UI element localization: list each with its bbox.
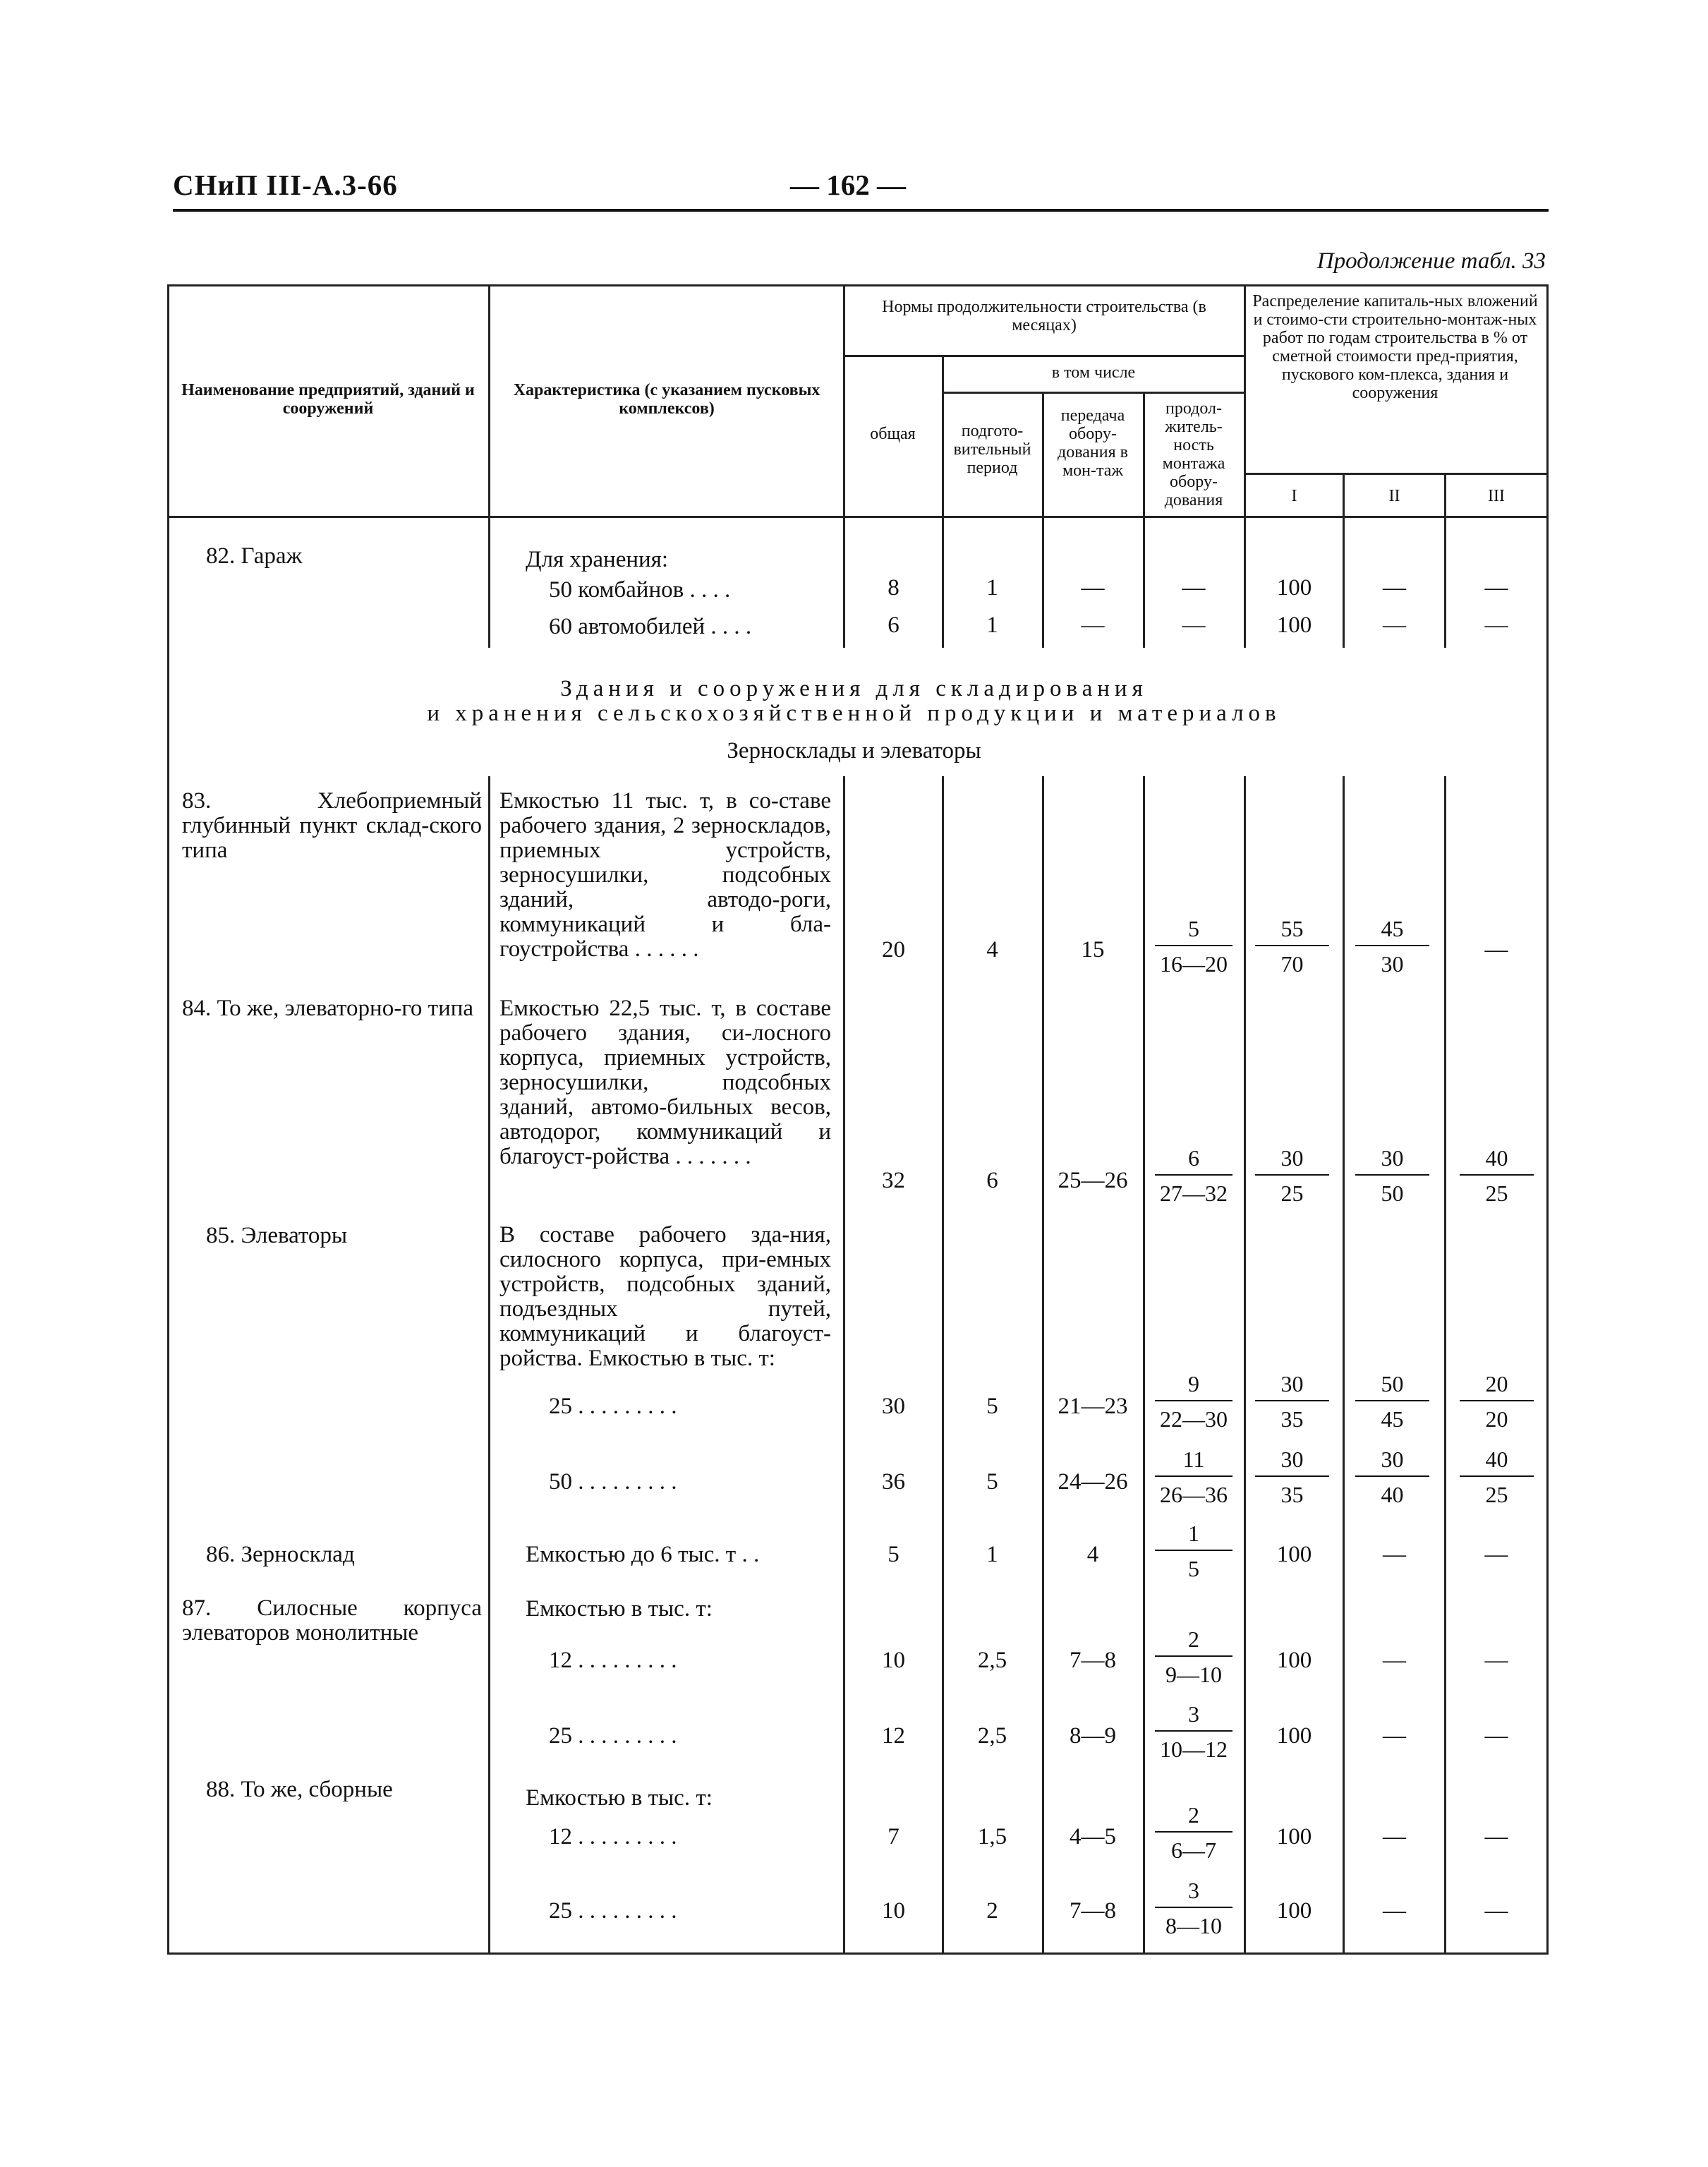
cell-year-1-fraction: $\frac{55}{70}$: [1255, 915, 1329, 977]
cell-total: 8: [888, 575, 900, 600]
cell-total: 32: [882, 1168, 905, 1193]
row-description: Для хранения:: [526, 547, 669, 572]
cell-prep: 2,5: [977, 1723, 1007, 1749]
document-code: СНиП III-А.3-66: [173, 169, 398, 201]
cell-prep: 1: [986, 612, 998, 638]
cell-prep: 2: [986, 1898, 998, 1924]
cell-prep: 5: [986, 1394, 998, 1419]
row-name: 88. То же, сборные: [206, 1777, 393, 1802]
section-title-line-1: Здания и сооружения для складирования: [560, 676, 1148, 701]
header-including: в том числе: [1051, 363, 1136, 382]
cell-year-2: —: [1383, 612, 1406, 638]
row-name: 87. Силосные корпуса элеваторов монолитные: [182, 1595, 482, 1646]
cell-year-1: 100: [1276, 1898, 1312, 1924]
cell-install: —: [1182, 612, 1206, 638]
cell-total: 7: [888, 1824, 900, 1849]
header-name-column: Наименование предприятий, зданий и сооружений: [181, 381, 475, 418]
row-sub-label: 25 . . . . . . . . .: [549, 1898, 677, 1924]
cell-year-3: —: [1484, 937, 1508, 962]
header-equipment-transfer: передача обору-дования в мон-таж: [1058, 406, 1128, 480]
cell-year-1: 100: [1276, 1648, 1312, 1673]
section-title-line-2: и хранения сельскохозяйственной продукции и материалов: [427, 701, 1281, 726]
cell-year-1: 100: [1276, 575, 1312, 600]
cell-transfer: 4—5: [1070, 1824, 1116, 1849]
cell-year-1-fraction: $\frac{30}{25}$: [1255, 1145, 1329, 1207]
page-number: — 162 —: [790, 169, 906, 201]
cell-total: 10: [882, 1648, 905, 1673]
subsection-title: Зерносклады и элеваторы: [727, 738, 981, 763]
cell-total: 20: [882, 937, 905, 962]
row-description: Емкостью в тыс. т:: [526, 1785, 713, 1811]
cell-total: 10: [882, 1898, 905, 1924]
row-description: Емкостью в тыс. т:: [526, 1596, 713, 1622]
cell-install-fraction: $\frac{2}{6—7}$: [1155, 1801, 1232, 1864]
cell-install-fraction: $\frac{5}{16—20}$: [1155, 915, 1232, 977]
cell-total: 5: [888, 1542, 900, 1567]
cell-prep: 6: [986, 1168, 998, 1193]
cell-install-fraction: $\frac{6}{27—32}$: [1155, 1145, 1232, 1207]
cell-year-2-fraction: $\frac{30}{50}$: [1355, 1145, 1429, 1207]
cell-prep: 4: [986, 937, 998, 962]
header-norms-group: Нормы продолжительности строительства (в месяцах): [882, 298, 1206, 334]
row-sub-label: 50 комбайнов . . . .: [549, 577, 731, 603]
cell-prep: 1,5: [977, 1824, 1007, 1849]
cell-install-fraction: $\frac{9}{22—30}$: [1155, 1370, 1232, 1432]
row-sub-label: 25 . . . . . . . . .: [549, 1723, 677, 1749]
cell-transfer: 21—23: [1058, 1394, 1128, 1419]
cell-year-2: —: [1383, 1824, 1406, 1849]
cell-transfer: 25—26: [1058, 1168, 1128, 1193]
cell-prep: 1: [986, 575, 998, 600]
table-continuation-note: Продолжение табл. 33: [1316, 248, 1546, 274]
header-prep-period: подгото-вительный период: [953, 422, 1031, 477]
cell-transfer: 4: [1086, 1542, 1099, 1567]
cell-year-2: —: [1383, 1542, 1406, 1567]
row-description: Емкостью до 6 тыс. т . .: [526, 1542, 760, 1567]
cell-year-3: —: [1484, 1542, 1508, 1567]
cell-total: 36: [882, 1469, 905, 1495]
cell-year-2: —: [1383, 1648, 1406, 1673]
header-total: общая: [870, 425, 916, 443]
header-rule: [173, 209, 1549, 212]
cell-install-fraction: $\frac{3}{10—12}$: [1155, 1701, 1232, 1763]
cell-year-2: —: [1383, 1723, 1406, 1749]
header-characteristic-column: Характеристика (с указанием пусковых комплексов): [513, 381, 820, 418]
cell-year-3-fraction: $\frac{40}{25}$: [1460, 1145, 1534, 1207]
row-sub-label: 12 . . . . . . . . .: [549, 1648, 677, 1673]
cell-year-2-fraction: $\frac{50}{45}$: [1355, 1370, 1429, 1432]
cell-year-3: —: [1484, 1648, 1508, 1673]
cell-year-2: —: [1383, 1898, 1406, 1924]
header-installation-duration: продол-житель-ность монтажа обору-дования: [1162, 399, 1225, 509]
row-name: 86. Зерносклад: [206, 1542, 355, 1567]
cell-total: 6: [888, 612, 900, 638]
cell-year-3: —: [1484, 1898, 1508, 1924]
cell-transfer: 24—26: [1058, 1469, 1128, 1495]
row-name: 84. То же, элеваторно-го типа: [182, 996, 474, 1021]
cell-year-3: —: [1484, 612, 1508, 638]
cell-transfer: —: [1081, 575, 1105, 600]
header-distribution: Распределение капиталь-ных вложений и стоимо-сти строительно-монтаж-ных работ по годам строительства в % от сметной стоимости пред-приятия, пускового ком-плекса, здания и сооружения: [1252, 292, 1538, 402]
row-description: В составе рабочего зда-ния, силосного корпуса, при-емных устройств, подсобных зданий, подъездных путей, коммуникаций и благоуст-ройства. Емкостью в тыс. т:: [499, 1222, 831, 1371]
cell-year-3: —: [1484, 575, 1508, 600]
header-year-3: III: [1488, 487, 1505, 505]
row-description: Емкостью 22,5 тыс. т, в составе рабочего здания, си-лосного корпуса, приемных устройств, зерносушилки, подсобных зданий, автомо-бильных весов, автодорог, коммуникаций и благоуст-ройства . . . . . . .: [499, 996, 831, 1169]
row-description: Емкостью 11 тыс. т, в со-ставе рабочего здания, 2 зерноскладов, приемных устройств, зерносушилки, подсобных зданий, автодо-роги, коммуникаций и бла-гоустройства . . . . . .: [499, 788, 831, 962]
cell-prep: 5: [986, 1469, 998, 1495]
cell-transfer: —: [1081, 612, 1105, 638]
cell-transfer: 15: [1081, 937, 1105, 962]
row-sub-label: 60 автомобилей . . . .: [549, 614, 752, 639]
cell-year-3: —: [1484, 1824, 1508, 1849]
row-sub-label: 50 . . . . . . . . .: [549, 1469, 677, 1495]
cell-year-2-fraction: $\frac{45}{30}$: [1355, 915, 1429, 977]
cell-install-fraction: $\frac{1}{5}$: [1155, 1520, 1232, 1582]
cell-prep: 1: [986, 1542, 998, 1567]
cell-year-1: 100: [1276, 1824, 1312, 1849]
row-name: 85. Элеваторы: [206, 1223, 348, 1248]
cell-install-fraction: $\frac{11}{26—36}$: [1155, 1446, 1232, 1508]
cell-total: 12: [882, 1723, 905, 1749]
header-year-1: I: [1291, 487, 1297, 505]
cell-year-3: —: [1484, 1723, 1508, 1749]
cell-year-2-fraction: $\frac{30}{40}$: [1355, 1446, 1429, 1508]
cell-install: —: [1182, 575, 1206, 600]
row-sub-label: 25 . . . . . . . . .: [549, 1394, 677, 1419]
cell-year-3-fraction: $\frac{20}{20}$: [1460, 1370, 1534, 1432]
cell-year-1: 100: [1276, 612, 1312, 638]
cell-year-1-fraction: $\frac{30}{35}$: [1255, 1370, 1329, 1432]
cell-year-1-fraction: $\frac{30}{35}$: [1255, 1446, 1329, 1508]
row-name: 83. Хлебоприемный глубинный пункт склад-ского типа: [182, 788, 482, 863]
cell-total: 30: [882, 1394, 905, 1419]
cell-transfer: 7—8: [1070, 1648, 1116, 1673]
header-year-2: II: [1388, 487, 1400, 505]
cell-install-fraction: $\frac{3}{8—10}$: [1155, 1877, 1232, 1939]
cell-transfer: 7—8: [1070, 1898, 1116, 1924]
cell-year-1: 100: [1276, 1542, 1312, 1567]
cell-year-1: 100: [1276, 1723, 1312, 1749]
cell-year-3-fraction: $\frac{40}{25}$: [1460, 1446, 1534, 1508]
cell-prep: 2,5: [977, 1648, 1007, 1673]
cell-transfer: 8—9: [1070, 1723, 1116, 1749]
row-sub-label: 12 . . . . . . . . .: [549, 1824, 677, 1849]
cell-year-2: —: [1383, 575, 1406, 600]
row-name: 82. Гараж: [206, 543, 303, 569]
cell-install-fraction: $\frac{2}{9—10}$: [1155, 1626, 1232, 1688]
